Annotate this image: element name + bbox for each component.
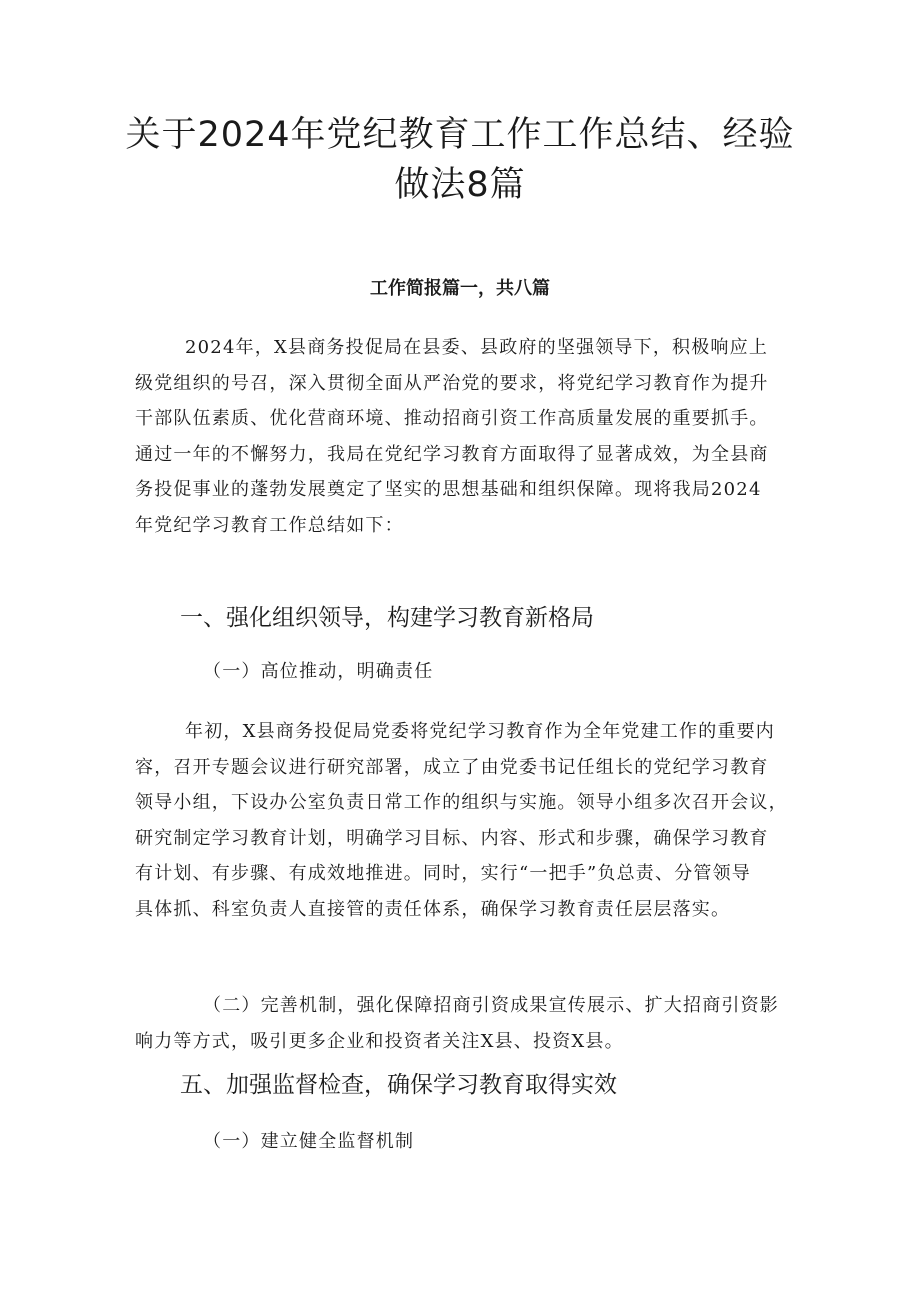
paragraph-line: 领导小组，下设办公室负责日常工作的组织与实施。领导小组多次召开会议， xyxy=(135,792,788,813)
section-1-subheading-1: （一）高位推动，明确责任 xyxy=(203,661,434,682)
intro-paragraph xyxy=(135,330,795,543)
document-title-line-2: 做法8篇 xyxy=(394,165,526,205)
paragraph-line: （二）完善机制，强化保障招商引资成果宣传展示、扩大招商引资影 xyxy=(203,995,779,1016)
intro-line: 2024年，X县商务投促局在县委、县政府的坚强领导下，积极响应上 xyxy=(185,337,769,358)
paragraph-line: 容，召开专题会议进行研究部署，成立了由党委书记任组长的党纪学习教育 xyxy=(135,756,769,778)
section-1-subheading-2-paragraph xyxy=(135,988,795,1059)
section-1-paragraph xyxy=(135,714,795,927)
paragraph-line: 响力等方式，吸引更多企业和投资者关注X县、投资X县。 xyxy=(135,1030,624,1052)
document-title-line-1: 关于2024年党纪教育工作工作总结、经验 xyxy=(125,115,795,155)
paragraph-line: 研究制定学习教育计划，明确学习目标、内容、形式和步骤，确保学习教育 xyxy=(135,827,769,849)
intro-line: 干部队伍素质、优化营商环境、推动招商引资工作高质量发展的重要抓手。 xyxy=(135,408,769,429)
section-5-subheading-1: （一）建立健全监督机制 xyxy=(203,1131,415,1152)
section-5-heading: 五、加强监督检查，确保学习教育取得实效 xyxy=(180,1072,617,1098)
document-subtitle: 工作简报篇一，共八篇 xyxy=(370,278,550,299)
paragraph-line: 有计划、有步骤、有成效地推进。同时，实行“一把手”负总责、分管领导 xyxy=(135,863,752,884)
paragraph-line: 年初，X县商务投促局党委将党纪学习教育作为全年党建工作的重要内 xyxy=(185,721,776,742)
intro-line: 年党纪学习教育工作总结如下： xyxy=(135,514,404,536)
paragraph-line: 具体抓、科室负责人直接管的责任体系，确保学习教育责任层层落实。 xyxy=(135,898,731,920)
intro-line: 务投促事业的蓬勃发展奠定了坚实的思想基础和组织保障。现将我局2024 xyxy=(135,479,762,500)
intro-line: 通过一年的不懈努力，我局在党纪学习教育方面取得了显著成效，为全县商 xyxy=(135,443,769,465)
section-1-heading: 一、强化组织领导，构建学习教育新格局 xyxy=(180,605,594,631)
intro-line: 级党组织的号召，深入贯彻全面从严治党的要求，将党纪学习教育作为提升 xyxy=(135,372,769,394)
